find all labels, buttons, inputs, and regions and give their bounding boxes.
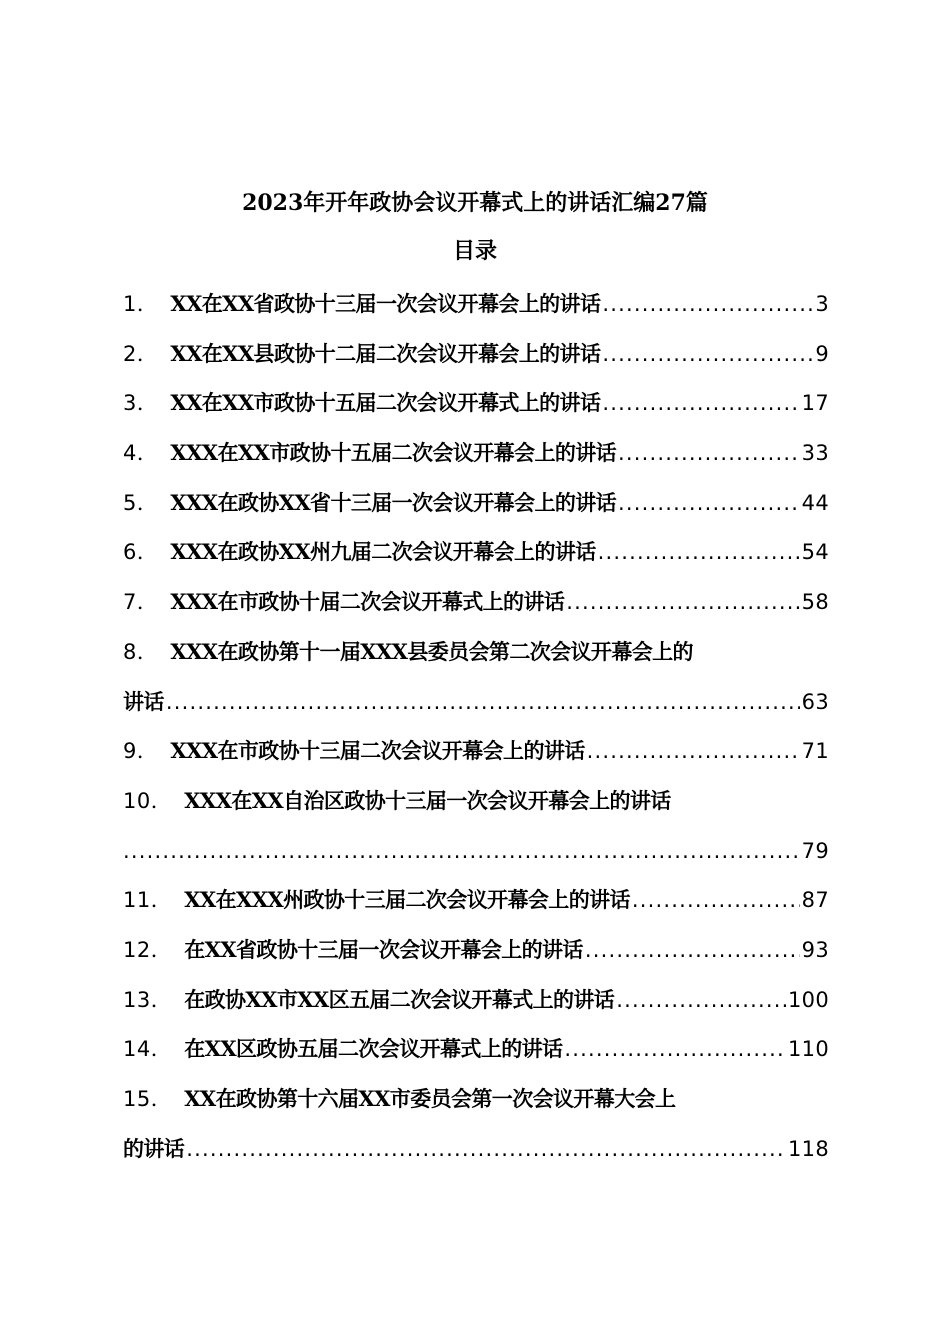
toc-entry-page: 110 [788,1037,829,1062]
toc-entry-title-continued: 讲话 [123,688,164,714]
toc-entry-7[interactable] [123,585,829,635]
dot-leader [602,337,813,371]
dot-leader [123,834,800,868]
dot-leader [618,486,800,520]
toc-entry-title: XXX在政协XX省十三届一次会议开幕会上的讲话 [170,489,617,515]
toc-entry-number: 15． [123,1087,173,1111]
toc-entry-page: 100 [788,987,829,1012]
toc-entry-title: 在政协XX市XX区五届二次会议开幕式上的讲话 [184,986,615,1012]
dot-leader [616,983,786,1017]
toc-entry-title: XXX在市政协十届二次会议开幕式上的讲话 [170,589,565,615]
toc-entry-page: 93 [801,937,829,962]
toc-entry-14[interactable] [123,1032,829,1082]
toc-entry-title: XXX在XX市政协十五届二次会议开幕会上的讲话 [170,440,617,466]
toc-entry-page: 118 [788,1136,829,1161]
toc-entry-page: 58 [801,590,829,615]
toc-entry-number: 5． [123,490,159,515]
dot-leader [566,585,799,619]
toc-entry-number: 8． [123,639,159,664]
toc-entry-title: XXX在政协XX州九届二次会议开幕会上的讲话 [170,539,596,565]
toc-entry-number: 3． [123,391,159,416]
toc-entry-number: 11． [123,888,173,913]
toc-entry-title: XX在XX市政协十五届二次会议开幕式上的讲话 [170,390,601,416]
toc-entry-number: 9． [123,739,159,764]
toc-entry-6[interactable] [123,535,829,585]
toc-entry-title: XX在政协第十六届XX市委员会第一次会议开幕大会上 [184,1086,676,1111]
toc-entry-8[interactable] [123,635,829,734]
toc-entry-3[interactable] [123,386,829,436]
dot-leader [166,685,800,719]
dot-leader [602,287,813,321]
toc-entry-page: 79 [801,838,829,863]
toc-entry-title: XXX在XX自治区政协十三届一次会议开幕会上的讲话 [184,787,671,813]
table-of-contents [123,287,829,1181]
dot-leader [598,535,800,569]
toc-entry-2[interactable] [123,337,829,387]
toc-entry-number: 1． [123,292,159,316]
dot-leader [585,933,800,967]
toc-entry-title: XX在XX县政协十二届二次会议开幕会上的讲话 [170,340,601,366]
toc-entry-number: 4． [123,441,159,466]
toc-heading: 目录 [452,238,497,264]
toc-entry-number: 2． [123,341,159,366]
toc-entry-page: 63 [801,689,829,714]
toc-entry-title: 在XX区政协五届二次会议开幕式上的讲话 [184,1036,563,1062]
toc-entry-number: 12． [123,937,173,962]
toc-entry-title-continued: 的讲话 [123,1135,185,1161]
dot-leader [632,883,800,917]
toc-entry-number: 6． [123,540,159,565]
toc-entry-13[interactable] [123,983,829,1033]
toc-entry-page: 54 [801,540,829,565]
toc-entry-11[interactable] [123,883,829,933]
toc-entry-title: XX在XXX州政协十三届二次会议开幕会上的讲话 [184,887,630,913]
toc-entry-number: 7． [123,590,159,615]
toc-entry-page: 71 [801,739,829,764]
dot-leader [587,734,800,768]
toc-entry-page: 3 [815,292,829,316]
toc-entry-title: XXX在政协第十一届XXX县委员会第二次会议开幕会上的 [170,638,693,664]
toc-entry-12[interactable] [123,933,829,983]
dot-leader [602,386,799,420]
toc-entry-5[interactable] [123,486,829,536]
toc-entry-page: 17 [801,391,829,416]
toc-entry-title: 在XX省政协十三届一次会议开幕会上的讲话 [184,936,583,962]
toc-entry-1[interactable] [123,287,829,337]
toc-entry-10[interactable] [123,784,829,883]
toc-entry-page: 9 [815,341,829,366]
toc-entry-15[interactable] [123,1082,829,1181]
toc-entry-number: 14． [123,1037,173,1062]
toc-entry-title: XX在XX省政协十三届一次会议开幕会上的讲话 [170,291,601,316]
toc-entry-page: 87 [801,888,829,913]
dot-leader [186,1132,786,1166]
document-title: 2023年开年政协会议开幕式上的讲话汇编27篇 [242,190,708,216]
toc-entry-number: 10． [123,788,173,813]
toc-entry-page: 44 [801,490,829,515]
toc-entry-number: 13． [123,987,173,1012]
toc-entry-title: XXX在市政协十三届二次会议开幕会上的讲话 [170,738,585,764]
toc-entry-9[interactable] [123,734,829,784]
toc-entry-4[interactable] [123,436,829,486]
dot-leader [564,1032,786,1066]
dot-leader [618,436,800,470]
toc-entry-page: 33 [801,441,829,466]
